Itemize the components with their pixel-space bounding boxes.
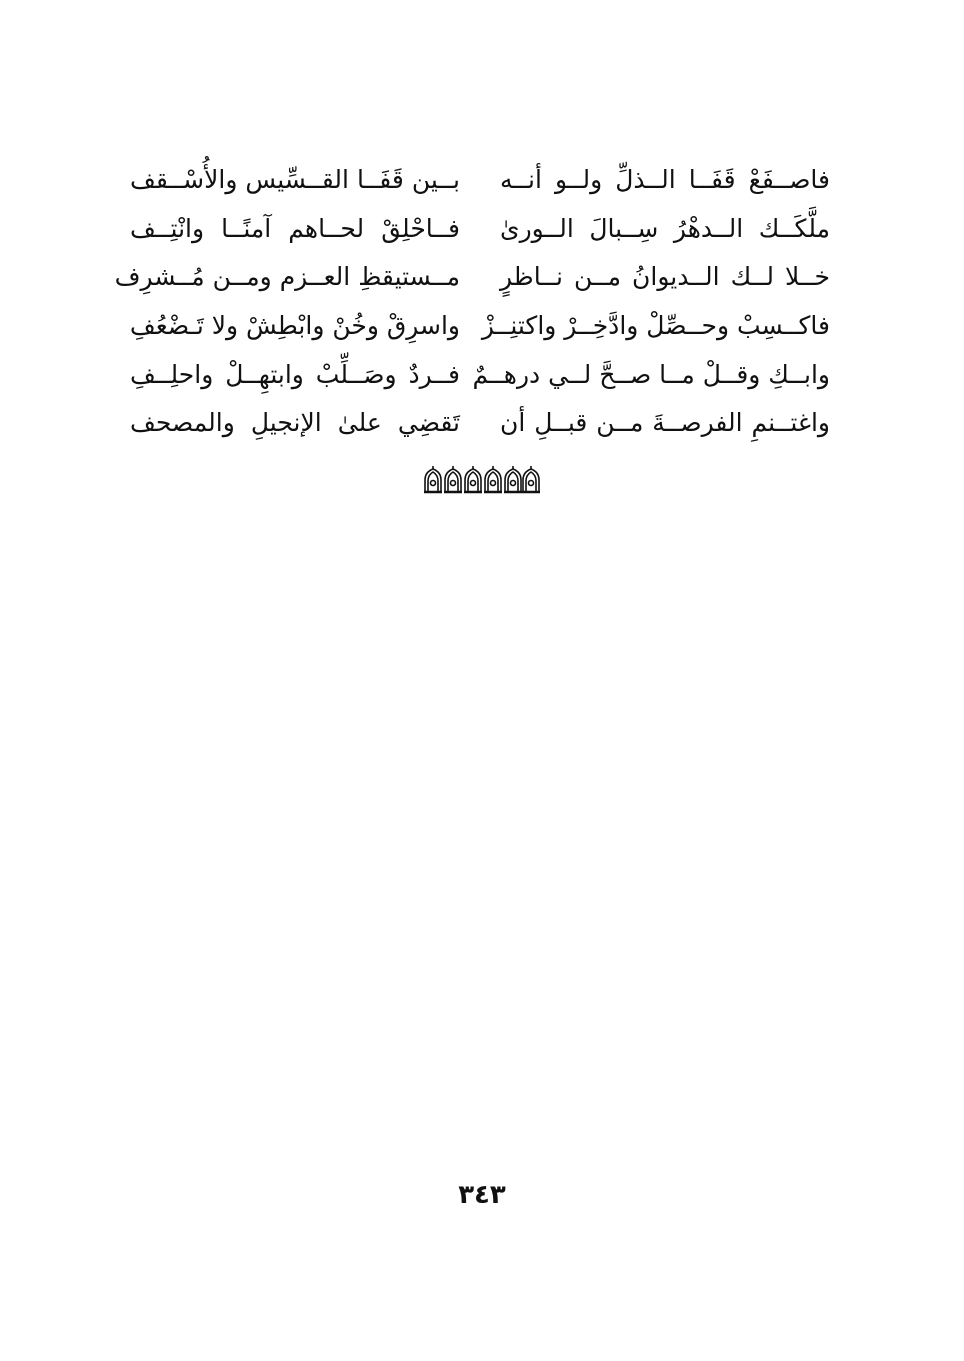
ornament-motif [444,466,462,492]
hemistich-right: فاكــسِبْ وحــصِّلْ وادَّخِــرْ واكتنِــزْ [481,311,830,341]
hemistich-right: وابــكِ وقــلْ مــا صــحَّ لــي درهــمٌ [472,359,830,389]
verse [130,205,830,254]
verse [114,253,830,302]
hemistich-left: تَقضِي علىٰ الإنجيلِ والمصحف [130,408,460,438]
hemistich-left: بــين قَفَــا القــسِّيس والأُسْــقف [130,165,460,195]
hemistich-right: خــلا لــك الــديوانُ مــن نــاظرٍ [500,262,830,292]
verse [130,350,830,399]
ornament-motif [464,466,482,492]
ornament-motif [484,466,502,492]
verse [130,302,830,351]
hemistich-left: واسرِقْ وخُنْ وابْطِشْ ولا تَـضْعُفِ [129,311,460,341]
ornament-motif [504,466,522,492]
hemistich-left: فــاحْلِقْ لحــاهم آمنًــا وانْتِــف [130,213,460,243]
hemistich-left: فــردٌ وصَــلِّبْ وابتهِــلْ واحلِــفِ [130,359,460,389]
ornament-motif [522,466,540,492]
verse [130,156,830,205]
poem [114,156,830,448]
ornament-motif [424,466,442,492]
hemistich-right: ملَّكَــك الــدهْرُ سِــبالَ الــورىٰ [500,213,830,243]
verse [130,399,830,448]
floral-ornament-icon [423,466,541,494]
hemistich-right: فاصــفَعْ قَفَــا الــذلِّ ولــو أنــه [500,165,830,195]
page-number: ٣٤٣ [458,1180,506,1210]
hemistich-left: مــستيقظِ العــزم ومــن مُــشرِف [114,262,460,292]
hemistich-right: واغتــنمِ الفرصــةَ مــن قبــلِ أن [500,408,830,438]
